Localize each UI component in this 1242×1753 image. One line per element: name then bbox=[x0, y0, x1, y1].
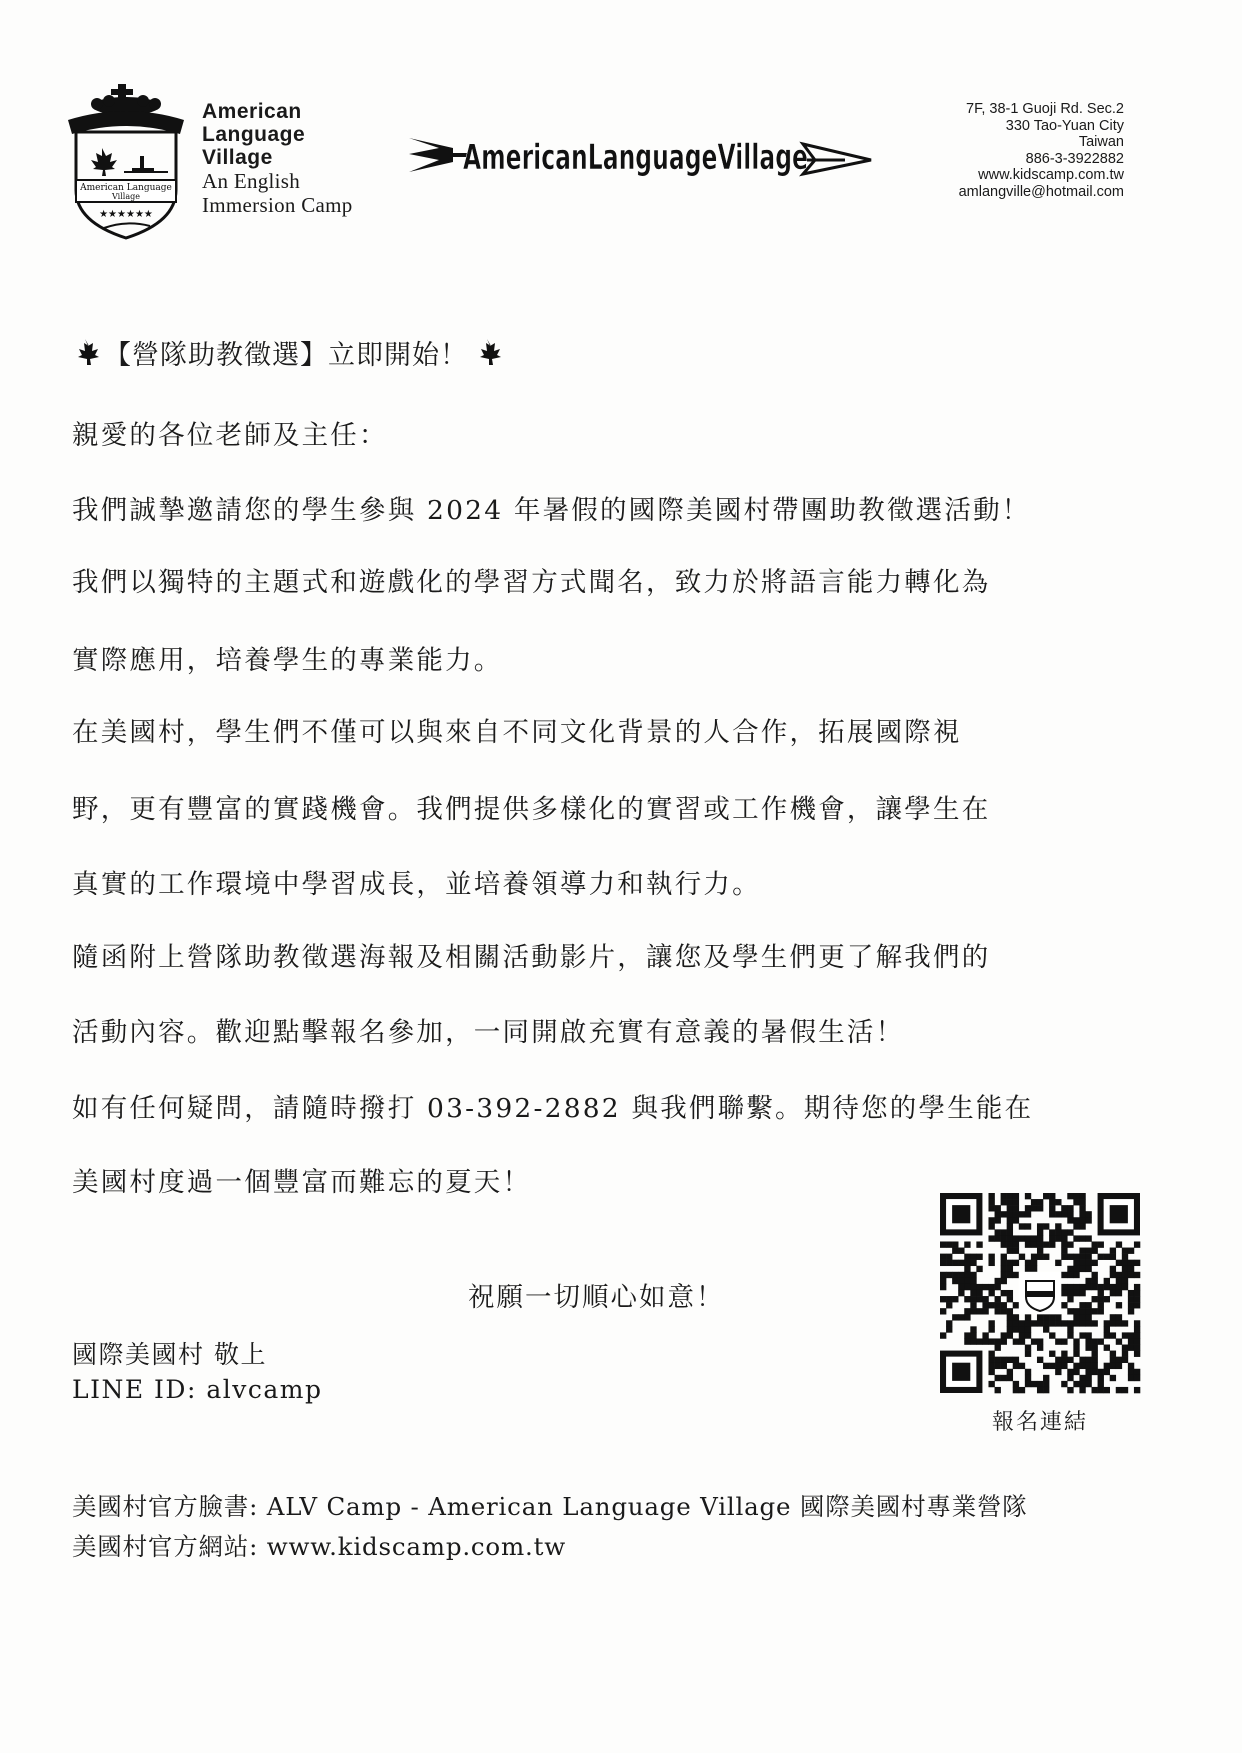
brand-subtitle: Immersion Camp bbox=[202, 193, 353, 217]
address-line: 7F, 38-1 Guoji Rd. Sec.2 bbox=[966, 101, 1124, 117]
closing-line: 祝願一切順心如意！ bbox=[468, 1282, 725, 1313]
greeting: 親愛的各位老師及主任： bbox=[72, 420, 388, 451]
address-line: Taiwan bbox=[1078, 134, 1124, 150]
heading-text: 【營隊助教徵選】立即開始！ bbox=[104, 340, 468, 371]
svg-text:American Language: American Language bbox=[80, 183, 172, 193]
brand-line: Language bbox=[202, 123, 306, 146]
maple-leaf-icon bbox=[472, 338, 502, 368]
brand-block bbox=[202, 100, 353, 217]
svg-text:Village: Village bbox=[112, 192, 140, 201]
email-line: amlangville@hotmail.com bbox=[958, 183, 1124, 200]
body-line: 如有任何疑問，請隨時撥打 03-392-2882 與我們聯繫。期待您的學生能在 bbox=[72, 1093, 1034, 1124]
address-block bbox=[959, 101, 1124, 200]
brand-line: Village bbox=[202, 146, 273, 169]
body-line: 隨函附上營隊助教徵選海報及相關活動影片，讓您及學生們更了解我們的 bbox=[72, 942, 991, 973]
body-line: 我們以獨特的主題式和遊戲化的學習方式聞名，致力於將語言能力轉化為 bbox=[72, 567, 991, 598]
arrow-banner-logo bbox=[405, 124, 875, 186]
body-line: 實際應用，培養學生的專業能力。 bbox=[72, 645, 503, 676]
address-line: 330 Tao-Yuan City bbox=[1005, 117, 1124, 134]
qr-block[interactable] bbox=[940, 1193, 1140, 1436]
website-line: 美國村官方網站: www.kidscamp.com.tw bbox=[72, 1532, 567, 1561]
letter-heading bbox=[70, 333, 502, 372]
alv-crest-icon bbox=[64, 82, 188, 240]
maple-leaf-icon bbox=[70, 338, 100, 368]
brand-subtitle: An English bbox=[202, 169, 301, 193]
body-line: 美國村度過一個豐富而難忘的夏天！ bbox=[72, 1167, 532, 1198]
line-id: LINE ID: alvcamp bbox=[72, 1375, 323, 1404]
body-line: 活動內容。歡迎點擊報名參加，一同開啟充實有意義的暑假生活！ bbox=[72, 1017, 905, 1048]
qr-caption: 報名連結 bbox=[991, 1410, 1088, 1435]
phone-line: 886-3-3922882 bbox=[1025, 150, 1124, 167]
brand-line: American bbox=[202, 100, 302, 123]
qr-code-icon[interactable] bbox=[940, 1193, 1140, 1393]
body-line: 在美國村，學生們不僅可以與來自不同文化背景的人合作，拓展國際視 bbox=[72, 717, 962, 748]
website-line: www.kidscamp.com.tw bbox=[978, 167, 1124, 183]
facebook-line: 美國村官方臉書: ALV Camp - American Language Village 國際美國村專業營隊 bbox=[72, 1492, 1028, 1521]
svg-text:★★★★★★: ★★★★★★ bbox=[99, 209, 153, 220]
body-line: 我們誠摯邀請您的學生參與 2024 年暑假的國際美國村帶團助教徵選活動！ bbox=[72, 495, 1031, 526]
body-line: 野，更有豐富的實踐機會。我們提供多樣化的實習或工作機會，讓學生在 bbox=[72, 794, 991, 825]
banner-text: AmericanLanguageVillage bbox=[463, 138, 808, 178]
body-line: 真實的工作環境中學習成長，並培養領導力和執行力。 bbox=[72, 869, 761, 900]
signature-name: 國際美國村 敬上 bbox=[72, 1340, 267, 1369]
